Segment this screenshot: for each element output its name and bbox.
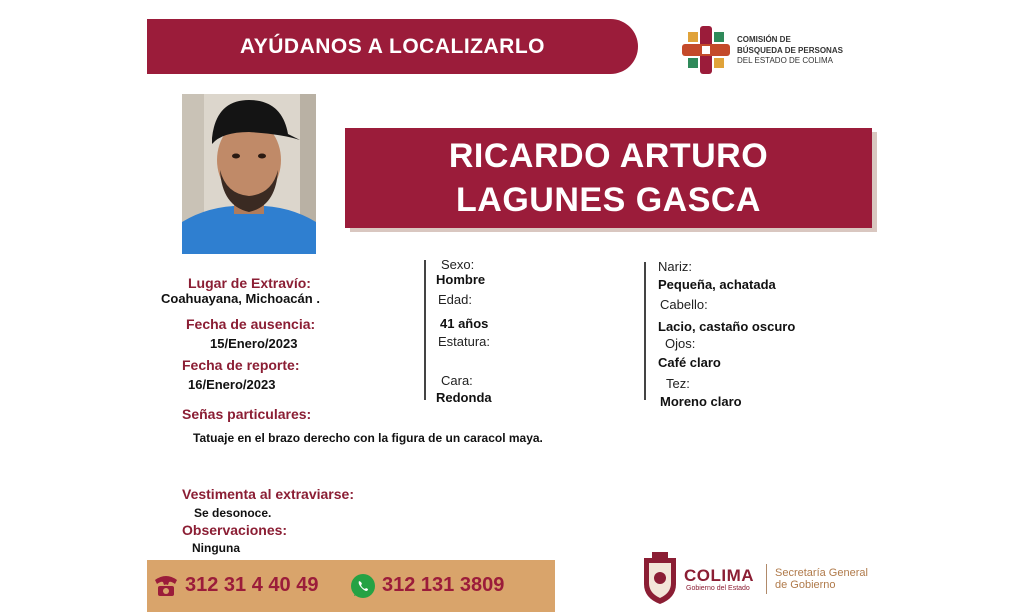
name-line2: LAGUNES GASCA xyxy=(456,181,761,219)
phone-icon xyxy=(153,574,179,598)
logo-divider xyxy=(766,564,767,594)
name-line1: RICARDO ARTURO xyxy=(448,137,769,175)
reporte-label: Fecha de reporte: xyxy=(182,357,300,373)
observaciones-label: Observaciones: xyxy=(182,522,288,538)
ausencia-value: 15/Enero/2023 xyxy=(210,336,298,351)
cabello-label: Cabello: xyxy=(660,297,708,312)
phone2[interactable]: 312 131 3809 xyxy=(382,574,505,596)
colima-subtext: Gobierno del Estado xyxy=(686,585,750,592)
cara-value: Redonda xyxy=(436,390,492,405)
ojos-label: Ojos: xyxy=(665,336,696,351)
secretaria-line1: Secretaría General xyxy=(775,567,868,579)
header-banner xyxy=(147,19,638,74)
sexo-value: Hombre xyxy=(436,272,486,287)
lugar-value: Coahuayana, Michoacán . xyxy=(161,291,320,306)
colima-logo xyxy=(640,550,880,606)
estatura-label: Estatura: xyxy=(438,334,491,349)
edad-label: Edad: xyxy=(438,292,472,307)
nariz-label: Nariz: xyxy=(658,259,692,274)
commission-text xyxy=(737,35,843,67)
vestimenta-label: Vestimenta al extraviarse: xyxy=(182,486,354,502)
commission-line1: COMISIÓN DE xyxy=(737,35,791,44)
middle-divider xyxy=(424,260,426,400)
cara-label: Cara: xyxy=(441,373,473,388)
cabello-value: Lacio, castaño oscuro xyxy=(658,319,796,334)
senas-value: Tatuaje en el brazo derecho con la figura de un caracol maya. xyxy=(193,431,543,445)
commission-line2: BÚSQUEDA DE PERSONAS xyxy=(737,45,843,55)
person-photo xyxy=(182,94,316,254)
phone1[interactable]: 312 31 4 40 49 xyxy=(185,574,319,596)
header-banner-text: AYÚDANOS A LOCALIZARLO xyxy=(240,34,545,58)
colima-text: COLIMA xyxy=(684,566,755,585)
tez-label: Tez: xyxy=(666,376,690,391)
ojos-value: Café claro xyxy=(658,355,721,370)
right-divider xyxy=(644,262,646,400)
tez-value: Moreno claro xyxy=(660,394,742,409)
sexo-label: Sexo: xyxy=(441,257,475,272)
commission-emblem-icon xyxy=(680,24,732,76)
vestimenta-value: Se desonoce. xyxy=(194,506,272,520)
name-banner xyxy=(345,128,872,228)
commission-line3: DEL ESTADO DE COLIMA xyxy=(737,56,834,65)
edad-value: 41 años xyxy=(440,316,489,331)
whatsapp-icon xyxy=(350,573,376,599)
secretaria-line2: de Gobierno xyxy=(775,579,836,591)
observaciones-value: Ninguna xyxy=(192,541,240,555)
lugar-label: Lugar de Extravío: xyxy=(188,275,311,291)
senas-label: Señas particulares: xyxy=(182,406,312,422)
nariz-value: Pequeña, achatada xyxy=(658,277,776,292)
reporte-value: 16/Enero/2023 xyxy=(188,377,276,392)
ausencia-label: Fecha de ausencia: xyxy=(186,316,316,332)
person-photo-image xyxy=(182,94,316,254)
secretaria-text xyxy=(775,567,868,591)
colima-shield-icon xyxy=(640,550,680,606)
phone-bar xyxy=(147,560,555,612)
